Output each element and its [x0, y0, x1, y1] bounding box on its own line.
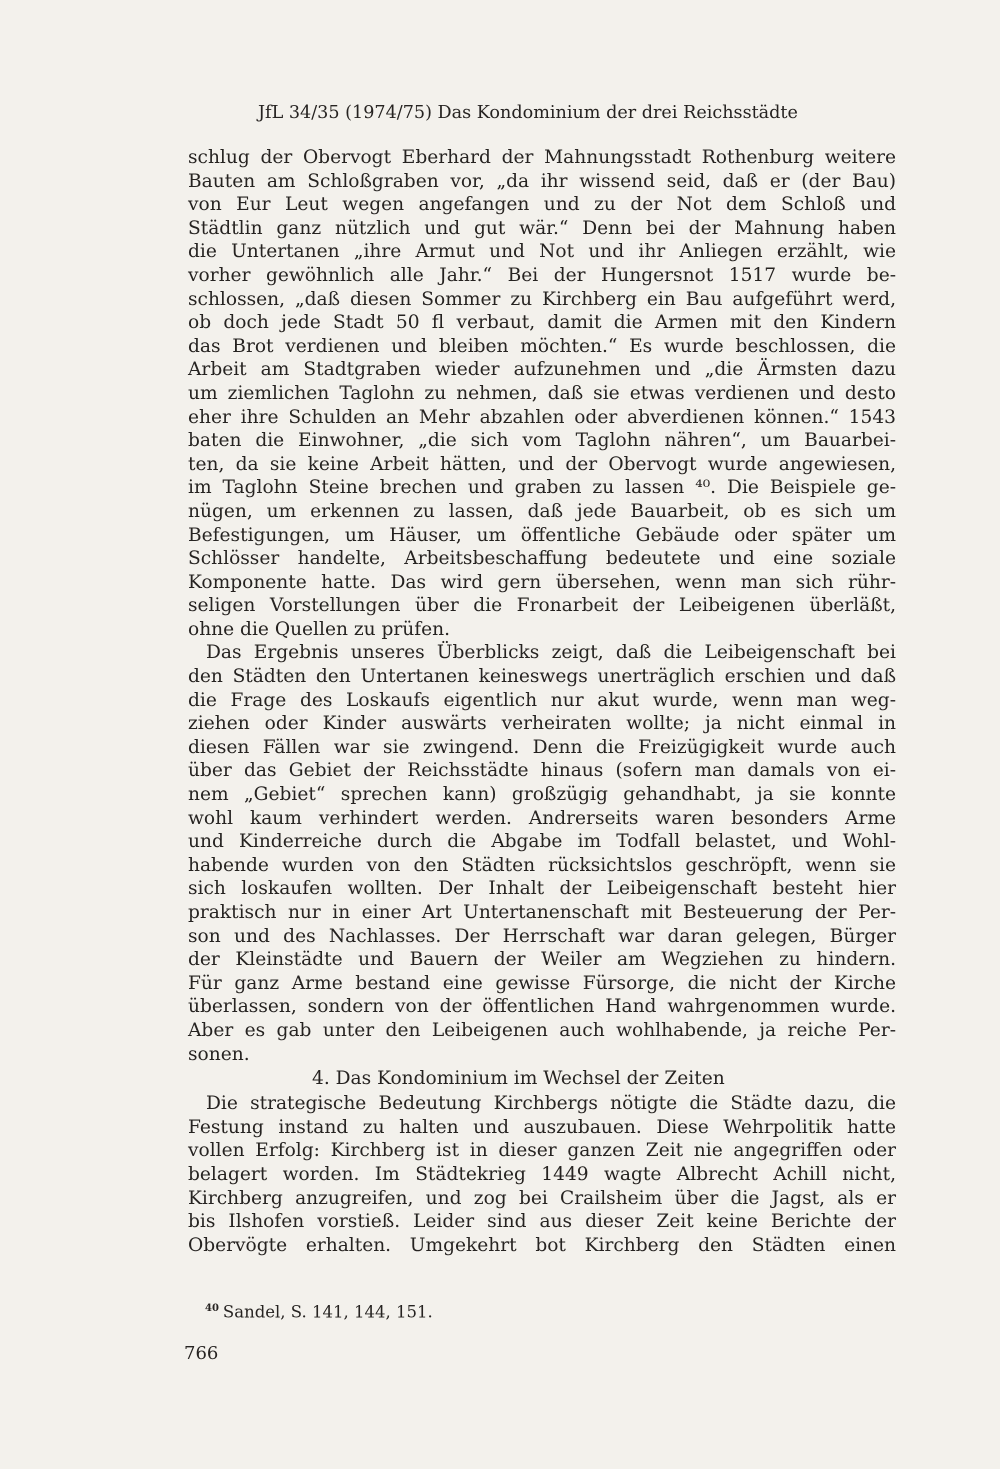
text-line: nügen, um erkennen zu lassen, daß jede Bauarbeit, ob es sich um [188, 500, 896, 522]
footnote-marker: 40 [205, 1303, 219, 1314]
text-line: son und des Nachlasses. Der Herrschaft war daran gelegen, Bürger [188, 925, 896, 947]
text-line: seligen Vorstellungen über die Fronarbeit der Leibeigenen überläßt, [188, 595, 896, 617]
text-line: Komponente hatte. Das wird gern übersehen, wenn man sich rühr- [188, 571, 896, 593]
text-line: Bauten am Schloßgraben vor, „da ihr wissend seid, daß er (der Bau) [188, 170, 896, 192]
paragraph-1 [188, 146, 896, 641]
text-line: schlossen, „daß diesen Sommer zu Kirchberg ein Bau aufgeführt werd, [188, 288, 896, 310]
text-line: überlassen, sondern von der öffentlichen Hand wahrgenommen wurde. [188, 996, 896, 1018]
text-line: schlug der Obervogt Eberhard der Mahnungsstadt Rothenburg weitere [188, 147, 896, 168]
text-line: baten die Einwohner, „die sich vom Taglohn nähren“, um Bauarbei- [188, 430, 896, 452]
body-text [188, 146, 896, 1257]
paragraph-3 [188, 1092, 896, 1257]
footnote-text: Sandel, S. 141, 144, 151. [222, 1302, 433, 1322]
text-line: um ziemlichen Taglohn zu nehmen, daß sie etwas verdienen und desto [188, 382, 896, 404]
text-line: vollen Erfolg: Kirchberg ist in dieser ganzen Zeit nie angegriffen oder [188, 1140, 896, 1162]
text-line: der Kleinstädte und Bauern der Weiler am Wegziehen zu hindern. [188, 949, 896, 971]
text-line: bis Ilshofen vorstieß. Leider sind aus dieser Zeit keine Berichte der [188, 1211, 896, 1233]
text-line: eher ihre Schulden an Mehr abzahlen oder abverdienen können.“ 1543 [188, 406, 896, 428]
text-line: Festung instand zu halten und auszubauen. Diese Wehrpolitik hatte [188, 1116, 896, 1138]
text-line: ziehen oder Kinder auswärts verheiraten wollte; ja nicht einmal in [188, 713, 896, 735]
text-line: ob doch jede Stadt 50 fl verbaut, damit die Armen mit den Kindern [188, 312, 896, 334]
text-line: über das Gebiet der Reichsstädte hinaus (sofern man damals von ei- [188, 760, 896, 782]
page-number: 766 [184, 1343, 219, 1364]
text-line: Städtlin ganz nützlich und gut wär.“ Denn bei der Mahnung haben [188, 217, 896, 239]
text-line: diesen Fällen war sie zwingend. Denn die Freizügigkeit wurde auch [188, 736, 896, 758]
text-line: Schlösser handelte, Arbeitsbeschaffung bedeutete und eine soziale [188, 548, 896, 570]
text-line: vorher gewöhnlich alle Jahr.“ Bei der Hungersnot 1517 wurde be- [188, 264, 896, 286]
text-line: im Taglohn Steine brechen und graben zu lassen ⁴⁰. Die Beispiele ge- [188, 477, 896, 499]
text-line: belagert worden. Im Städtekrieg 1449 wagte Albrecht Achill nicht, [188, 1163, 896, 1185]
text-line: das Brot verdienen und bleiben möchten.“ Es wurde beschlossen, die [188, 335, 896, 357]
text-line: die Untertanen „ihre Armut und Not und ihr Anliegen erzählt, wie [188, 241, 896, 263]
text-line: und Kinderreiche durch die Abgabe im Todfall belastet, und Wohl- [188, 831, 896, 853]
text-line: Befestigungen, um Häuser, um öffentliche Gebäude oder später um [188, 524, 896, 546]
text-line: von Eur Leut wegen angefangen und zu der Not dem Schloß und [188, 194, 896, 216]
section-heading: 4. Das Kondominium im Wechsel der Zeiten [312, 1068, 725, 1090]
text-line: habende wurden von den Städten rücksichtslos geschröpft, wenn sie [188, 854, 896, 876]
text-line: Arbeit am Stadtgraben wieder aufzunehmen und „die Ärmsten dazu [188, 359, 896, 381]
text-line: den Städten den Untertanen keineswegs unerträglich erschien und daß [188, 666, 896, 688]
text-line: praktisch nur in einer Art Untertanenschaft mit Besteuerung der Per- [188, 902, 896, 923]
text-line: Für ganz Arme bestand eine gewisse Fürsorge, die nicht der Kirche [188, 972, 896, 994]
text-line: sonen. [188, 1043, 250, 1065]
text-line: Obervögte erhalten. Umgekehrt bot Kirchberg den Städten einen [188, 1234, 896, 1256]
paragraph-2 [188, 641, 896, 1066]
text-line: nem „Gebiet“ sprechen kann) großzügig gehandhabt, ja sie konnte [188, 784, 896, 806]
text-line: sich loskaufen wollten. Der Inhalt der Leibeigenschaft besteht hier [188, 878, 896, 900]
text-line: die Frage des Loskaufs eigentlich nur akut wurde, wenn man weg- [188, 689, 896, 711]
text-line: Die strategische Bedeutung Kirchbergs nötigte die Städte dazu, die [206, 1093, 896, 1115]
text-line: Kirchberg anzugreifen, und zog bei Crailsheim über die Jagst, als er [188, 1187, 896, 1209]
text-line: Aber es gab unter den Leibeigenen auch wohlhabende, ja reiche Per- [188, 1019, 896, 1041]
text-line: ohne die Quellen zu prüfen. [188, 618, 451, 640]
footnote [205, 1298, 433, 1324]
text-line: ten, da sie keine Arbeit hätten, und der Obervogt wurde angewiesen, [188, 453, 896, 475]
text-line: Das Ergebnis unseres Überblicks zeigt, daß die Leibeigenschaft bei [206, 642, 896, 664]
text-line: wohl kaum verhindert werden. Andrerseits waren besonders Arme [188, 807, 896, 829]
running-header: JfL 34/35 (1974/75) Das Kondominium der drei Reichsstädte [258, 103, 798, 123]
